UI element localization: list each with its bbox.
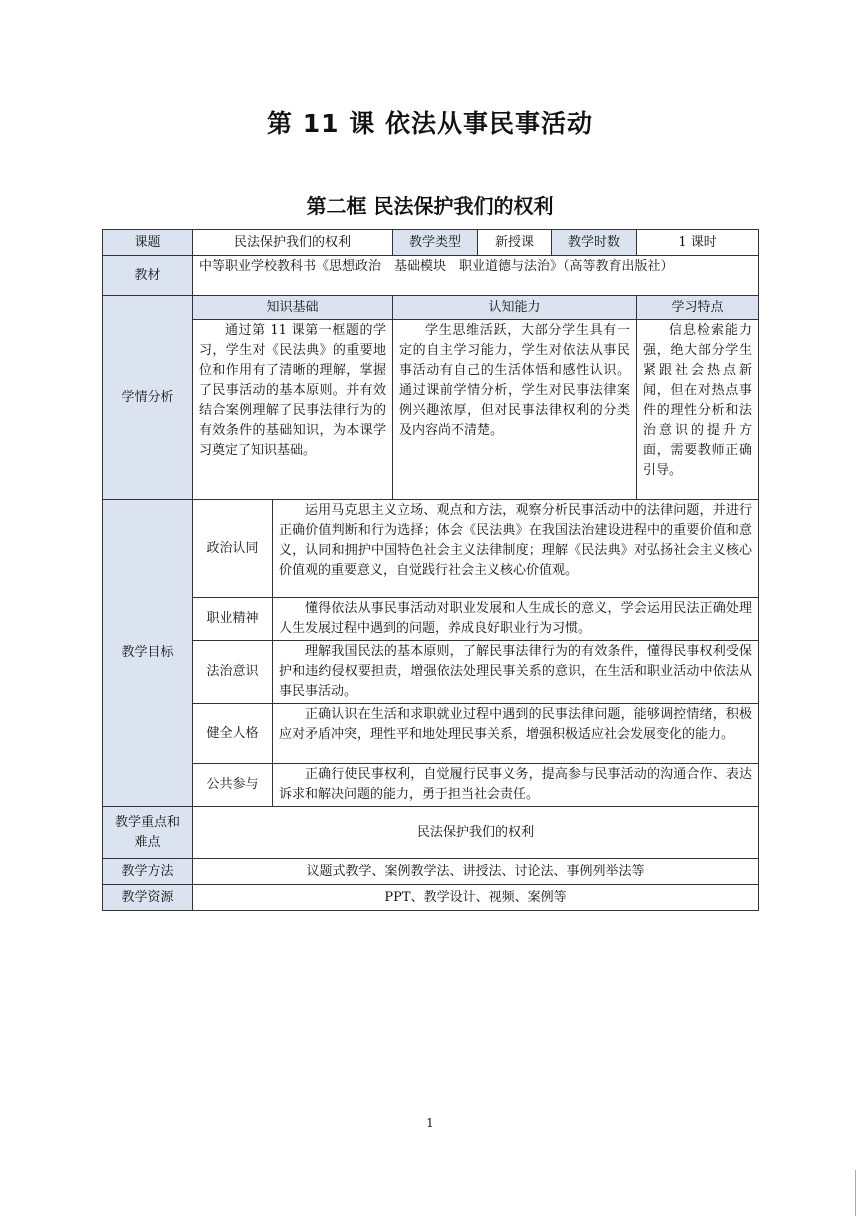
method-value: 议题式教学、案例教学法、讲授法、讨论法、事例列举法等: [193, 859, 759, 885]
resource-row: [103, 885, 759, 911]
topic-row: [103, 230, 759, 256]
analysis-cognition-text: 学生思维活跃，大部分学生具有一定的自主学习能力，学生对依法从事民事活动有自己的生活体悟和感性认识。通过课前学情分析，学生对民事法律案例兴趣浓厚，但对民事法律权利的分类及内容尚不清楚。: [393, 320, 637, 500]
lesson-title: 第 11 课 依法从事民事活动: [267, 109, 593, 138]
material-label: 教材: [103, 256, 193, 296]
analysis-header-knowledge: 知识基础: [193, 296, 393, 320]
focus-row: [103, 807, 759, 859]
goal-name: 健全人格: [193, 704, 273, 764]
goal-row: [103, 641, 759, 704]
type-label: 教学类型: [393, 230, 478, 256]
goal-text: 理解我国民法的基本原则，了解民事法律行为的有效条件，懂得民事权利受保护和违约侵权要担责，增强依法处理民事关系的意识，在生活和职业活动中依法从事民事活动。: [273, 641, 759, 704]
analysis-knowledge-text: 通过第 11 课第一框题的学习，学生对《民法典》的重要地位和作用有了清晰的理解，掌握了民事活动的基本原则。并有效结合案例理解了民事法律行为的有效条件的基础知识，为本课学习奠定了知识基础。: [193, 320, 393, 500]
goal-row: [103, 764, 759, 807]
goal-name: 公共参与: [193, 764, 273, 807]
material-value: 中等职业学校教科书《思想政治 基础模块 职业道德与法治》（高等教育出版社）: [193, 256, 759, 296]
goal-name: 政治认同: [193, 500, 273, 598]
goal-row: [103, 500, 759, 598]
analysis-label: 学情分析: [103, 296, 193, 500]
resource-value: PPT、教学设计、视频、案例等: [193, 885, 759, 911]
section-subtitle: 第二框 民法保护我们的权利: [306, 194, 554, 218]
type-value: 新授课: [478, 230, 552, 256]
lesson-plan-table: [102, 229, 759, 911]
page-edge-line: [855, 1170, 856, 1216]
hours-label: 教学时数: [552, 230, 637, 256]
analysis-header-cognition: 认知能力: [393, 296, 637, 320]
goal-text: 运用马克思主义立场、观点和方法，观察分析民事活动中的法律问题，并进行正确价值判断和行为选择；体会《民法典》在我国法治建设进程中的重要价值和意义，认同和拥护中国特色社会主义法律制度；理解《民法典》对弘扬社会主义核心价值观的重要意义，自觉践行社会主义核心价值观。: [273, 500, 759, 598]
hours-value: 1 课时: [637, 230, 759, 256]
goal-text: 懂得依法从事民事活动对职业发展和人生成长的意义，学会运用民法正确处理人生发展过程中遇到的问题，养成良好职业行为习惯。: [273, 598, 759, 641]
topic-label: 课题: [103, 230, 193, 256]
goal-name: 法治意识: [193, 641, 273, 704]
goal-text: 正确行使民事权利，自觉履行民事义务，提高参与民事活动的沟通合作、表达诉求和解决问题的能力，勇于担当社会责任。: [273, 764, 759, 807]
analysis-header-row: [103, 296, 759, 320]
topic-value: 民法保护我们的权利: [193, 230, 393, 256]
resource-label: 教学资源: [103, 885, 193, 911]
goals-label: 教学目标: [103, 500, 193, 807]
goal-row: [103, 704, 759, 764]
analysis-content-row: [103, 320, 759, 500]
goal-row: [103, 598, 759, 641]
focus-label: 教学重点和难点: [103, 807, 193, 859]
method-row: [103, 859, 759, 885]
focus-value: 民法保护我们的权利: [193, 807, 759, 859]
goal-name: 职业精神: [193, 598, 273, 641]
page-number: 1: [426, 1116, 434, 1130]
goal-text: 正确认识在生活和求职就业过程中遇到的民事法律问题，能够调控情绪，积极应对矛盾冲突，理性平和地处理民事关系，增强积极适应社会发展变化的能力。: [273, 704, 759, 764]
analysis-learning-text: 信息检索能力强，绝大部分学生紧跟社会热点新闻，但在对热点事件的理性分析和法治意识的提升方面，需要教师正确引导。: [637, 320, 759, 500]
material-row: [103, 256, 759, 296]
analysis-header-learning: 学习特点: [637, 296, 759, 320]
method-label: 教学方法: [103, 859, 193, 885]
